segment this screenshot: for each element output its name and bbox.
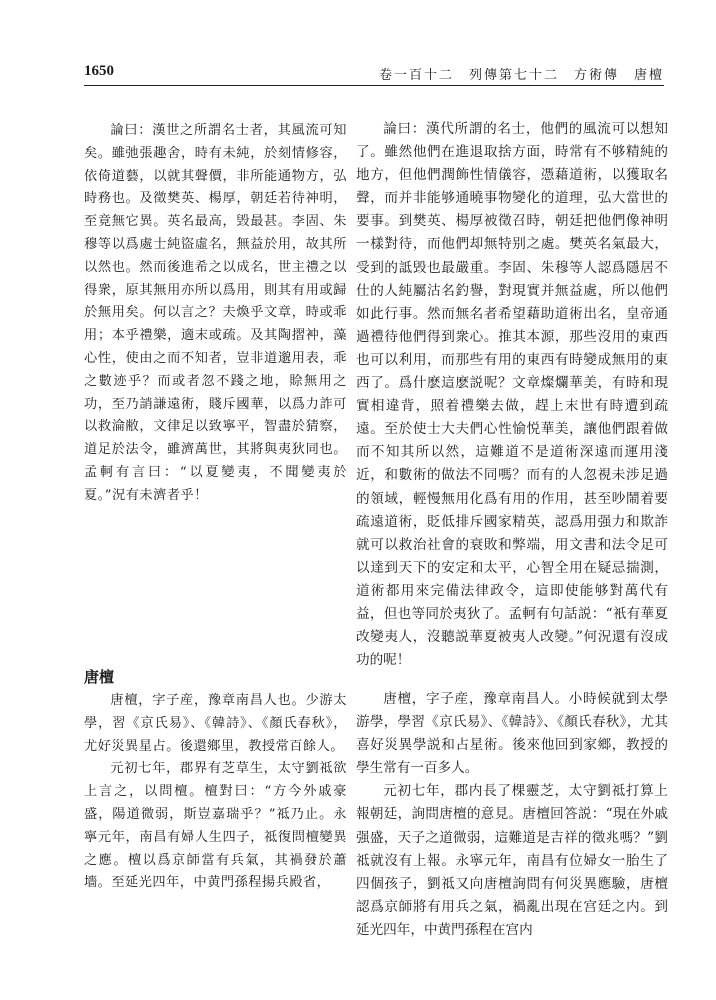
page-header xyxy=(84,63,664,86)
commentary-classical-text: 論曰：漢世之所謂名士者，其風流可知矣。雖弛張趣舍，時有未純，於刻情修容，依倚道藝，以就其聲價，非所能通物方，弘時務也。及徵樊英、楊厚，朝廷若待神明，至竟無它異。英名最高，毁最甚。李固、朱穆等以爲處士純盜虛名，無益於用，故其所以然也。然而後進希之以成名，世主禮之以得衆，原其無用亦所以爲用，則其有用或歸於無用矣。何以言之？夫煥乎文章，時或乖用；本乎禮樂，適末或疏。及其陶摺衶，藻心性，使由之而不知者，豈非道邈用表，乖之數迹乎？而或者忽不踐之地，賒無用之功，至乃誚謙遠術，賤斥國華，以爲力詐可以救淪敝，文律足以致寧平，智盡於猜察，道足於法令，雖濟萬世，其將與夷狄同也。孟軻有言曰：“以夏變夷，不聞變夷於夏。”況有未濟者乎！ xyxy=(84,123,347,503)
commentary-modern-text: 論曰：漢代所謂的名士，他們的風流可以想知了。雖然他們在進退取捨方面，時常有不够精純的地方，但他們潤飾性情儀容，憑藉道術，以獲取名聲，而并非能够通曉事物變化的道理，弘大當世的要事。到樊英、楊厚被徵召時，朝廷把他們像神明一樣對待，而他們却無特别之處。樊英名氣最大，受到的詆毁也最嚴重。李固、朱穆等人認爲隱居不仕的人純屬沽名釣譽，對現實并無益處，所以他們如此行事。然而無名者希望藉助道術出名，皇帝通過禮待他們得到衆心。推其本源，那些沒用的東西也可以利用，而那些有用的東西有時變成無用的東西了。爲什麽這麽説呢？文章燦爛華美，有時和現實相違背，照着禮樂去做，趕上末世有時遭到疏遠。至於使士大夫們心性愉悦華美，讓他們跟着做而不知其所以然，這難道不是道術深遠而運用淺近，和數術的做法不同嗎？而有的人忽視未涉足過的領域，輕慢無用化爲有用的作用，甚至吵鬧着要疏遠道術，貶低排斥國家精英，認爲用强力和欺詐就可以救治社會的衰敗和弊端，用文書和法令足可以達到天下的安定和太平，心智全用在疑忌揣測，道術都用來完備法律政令，這即使能够對萬代有益，但也等同於夷狄了。孟軻有句話説：“衹有華夏改變夷人，沒聽説華夏被夷人改變。”何況還有沒成功的呢！ xyxy=(356,121,668,669)
biography-classical xyxy=(84,690,347,895)
biography-classical-p2: 元初七年，郡界有芝草生，太守劉祗欲上言之，以問檀。檀對曰：“方今外戚豪盛，陽道微弱，斯豈嘉瑞乎？”祗乃止。永寧元年，南昌有婦人生四子，祗復問檀變異之應。檀以爲京師當有兵氣，其禍發於蕭墻。至延光四年，中黄門孫程揚兵殿省， xyxy=(84,761,347,891)
biography-modern xyxy=(356,688,668,942)
biography-modern-p2: 元初七年，郡内長了棵靈芝，太守劉祗打算上報朝廷，詢問唐檀的意見。唐檀回答説：“現在外戚强盛，天子之道微弱，這難道是吉祥的徵兆嗎？”劉祗就沒有上報。永寧元年，南昌有位婦女一胎生了四個孩子，劉祗又向唐檀詢問有何災異應驗，唐檀認爲京師將有用兵之氣，禍亂出現在宫廷之内。到延光四年，中黄門孫程在宫内 xyxy=(356,783,668,938)
section-heading: 唐檀 xyxy=(84,668,115,686)
biography-modern-p1: 唐檀，字子産，豫章南昌人。小時候就到太學游學，學習《京氏易》、《韓詩》、《顏氏春秋》，尤其喜好災異學説和占星術。後來他回到家鄉，教授的學生常有一百多人。 xyxy=(356,691,668,777)
page-number: 1650 xyxy=(84,63,114,79)
biography-classical-p1: 唐檀，字子産，豫章南昌人也。少游太學，習《京氏易》、《韓詩》、《顏氏春秋》，尤好災異星占。後還鄉里，教授常百餘人。 xyxy=(84,693,347,754)
commentary-modern xyxy=(356,118,668,672)
running-head: 卷一百十二 列傳第七十二 方術傳 唐檀 xyxy=(378,68,664,83)
commentary-classical xyxy=(84,120,347,508)
